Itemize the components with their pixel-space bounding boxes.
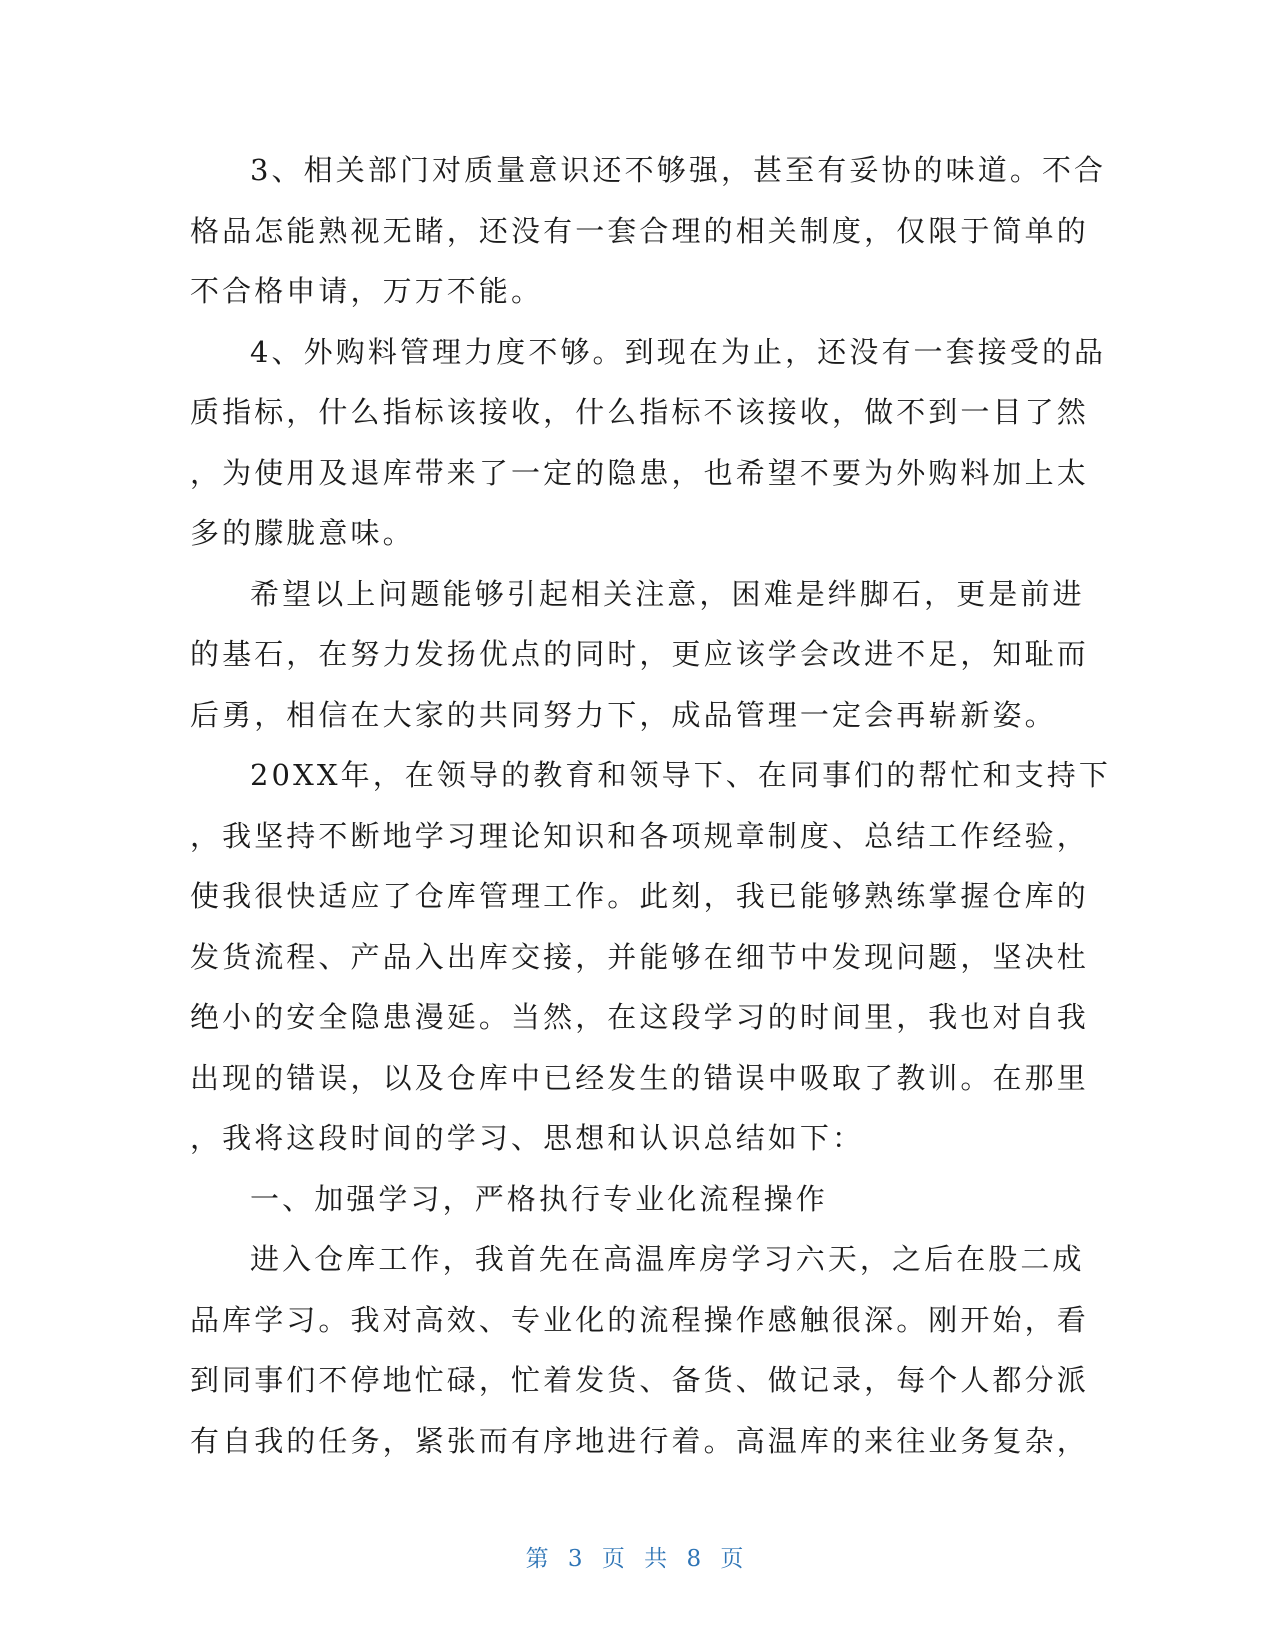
text-line: 质指标，什么指标该接收，什么指标不该接收，做不到一目了然 bbox=[190, 395, 1089, 429]
text-line: 绝小的安全隐患漫延。当然，在这段学习的时间里，我也对自我 bbox=[190, 1000, 1089, 1034]
text-line: 3、相关部门对质量意识还不够强，甚至有妥协的味道。不合 bbox=[250, 153, 1107, 187]
text-line: ，为使用及退库带来了一定的隐患，也希望不要为外购料加上太 bbox=[190, 455, 1089, 490]
footer-middle: 页 共 bbox=[601, 1546, 674, 1572]
text-line: 进入仓库工作，我首先在高温库房学习六天，之后在股二成 bbox=[250, 1242, 1085, 1276]
text-line: 出现的错误，以及仓库中已经发生的错误中吸取了教训。在那里 bbox=[190, 1060, 1089, 1095]
text-line: 后勇，相信在大家的共同努力下，成品管理一定会再崭新姿。 bbox=[190, 697, 1057, 732]
text-line: 20XX年，在领导的教育和领导下、在同事们的帮忙和支持下 bbox=[250, 758, 1111, 792]
text-line: ，我坚持不断地学习理论知识和各项规章制度、总结工作经验， bbox=[190, 818, 1089, 853]
text-line: 多的朦胧意味。 bbox=[190, 516, 415, 550]
text-line: 的基石，在努力发扬优点的同时，更应该学会改进不足，知耻而 bbox=[190, 637, 1089, 671]
text-line: 有自我的任务，紧张而有序地进行着。高温库的来往业务复杂， bbox=[190, 1423, 1089, 1458]
text-line: 发货流程、产品入出库交接，并能够在细节中发现问题，坚决杜 bbox=[190, 939, 1089, 974]
text-line: 不合格申请，万万不能。 bbox=[190, 274, 544, 308]
text-line: 到同事们不停地忙碌，忙着发货、备货、做记录，每个人都分派 bbox=[190, 1363, 1089, 1397]
text-line: 品库学习。我对高效、专业化的流程操作感触很深。刚开始，看 bbox=[190, 1302, 1089, 1337]
total-page-count: 8 bbox=[686, 1546, 708, 1572]
current-page-number: 3 bbox=[567, 1546, 589, 1572]
section-heading: 一、加强学习，严格执行专业化流程操作 bbox=[250, 1181, 828, 1216]
text-line: ，我将这段时间的学习、思想和认识总结如下： bbox=[190, 1121, 865, 1155]
text-line: 希望以上问题能够引起相关注意，困难是绊脚石，更是前进 bbox=[250, 576, 1085, 611]
footer-prefix: 第 bbox=[525, 1546, 555, 1572]
text-line: 格品怎能熟视无睹，还没有一套合理的相关制度，仅限于简单的 bbox=[190, 213, 1089, 248]
text-line: 4、外购料管理力度不够。到现在为止，还没有一套接受的品 bbox=[250, 334, 1107, 369]
footer-suffix: 页 bbox=[720, 1546, 750, 1572]
document-body bbox=[190, 140, 1111, 1471]
page-footer bbox=[0, 1540, 1275, 1573]
text-line: 使我很快适应了仓库管理工作。此刻，我已能够熟练掌握仓库的 bbox=[190, 879, 1089, 913]
